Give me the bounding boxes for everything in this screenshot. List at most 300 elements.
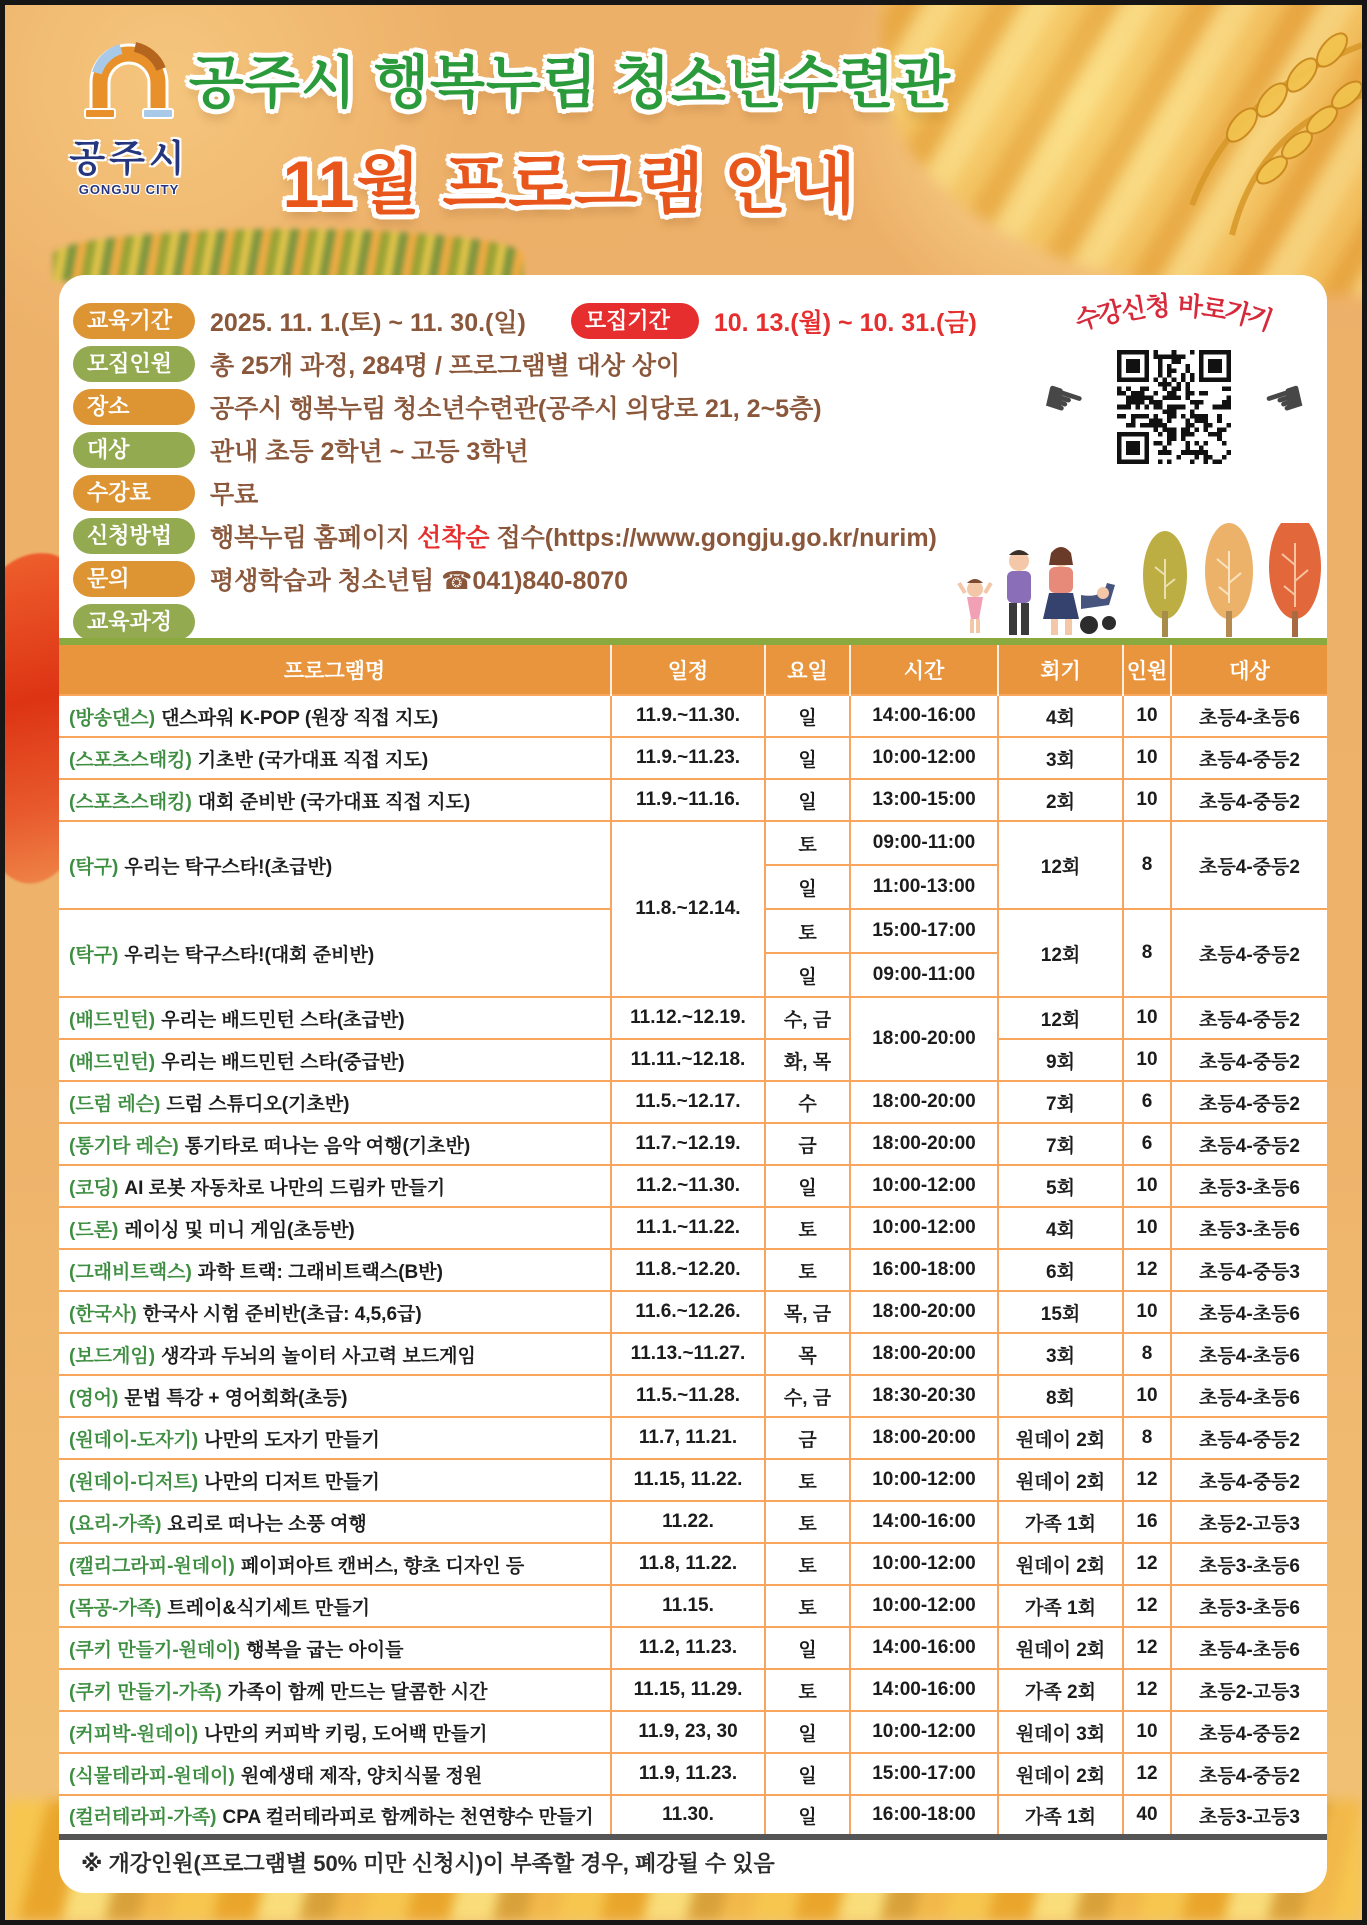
program-name: 통기타로 떠나는 음악 여행(기초반) <box>184 1135 471 1157</box>
cell-time: 15:00-17:00 <box>850 1753 998 1795</box>
table-row <box>59 997 1327 1039</box>
table-row <box>59 1543 1327 1585</box>
cell-num: 10 <box>1123 997 1171 1039</box>
place-value: 공주시 행복누림 청소년수련관(공주시 의당로 21, 2~5층) <box>210 394 822 423</box>
cell-time: 18:00-20:00 <box>850 1333 998 1375</box>
program-category: (원데이-도자기) <box>69 1429 199 1451</box>
cell-date: 11.5.~12.17. <box>611 1081 765 1123</box>
capacity-value: 총 25개 과정, 284명 / 프로그램별 대상 상이 <box>210 351 681 380</box>
cell-num: 10 <box>1123 695 1171 737</box>
cell-count: 가족 2회 <box>998 1669 1123 1711</box>
qr-block <box>1035 285 1313 510</box>
program-name: 우리는 배드민턴 스타(중급반) <box>161 1051 405 1073</box>
cell-program <box>59 1165 611 1207</box>
cell-target: 초등4-중등2 <box>1171 1081 1327 1123</box>
cell-program <box>59 1333 611 1375</box>
first-come-highlight: 선착순 <box>417 523 490 552</box>
cell-count: 원데이 2회 <box>998 1543 1123 1585</box>
cell-count: 원데이 2회 <box>998 1459 1123 1501</box>
program-category: (코딩) <box>69 1177 119 1199</box>
fee-value: 무료 <box>210 480 259 509</box>
col-header-5: 인원 <box>1123 645 1171 695</box>
table-row <box>59 1333 1327 1375</box>
cell-time: 10:00-12:00 <box>850 1207 998 1249</box>
contact-value: 평생학습과 청소년팀 ☎041)840-8070 <box>210 566 629 595</box>
program-category: (배드민턴) <box>69 1051 156 1073</box>
cell-time: 10:00-12:00 <box>850 1165 998 1207</box>
cell-day: 일 <box>765 695 850 737</box>
cell-num: 12 <box>1123 1627 1171 1669</box>
qr-code <box>1108 341 1240 473</box>
col-header-1: 일정 <box>611 645 765 695</box>
program-category: (캘리그라피-원데이) <box>69 1555 235 1577</box>
cell-date: 11.9.~11.30. <box>611 695 765 737</box>
cell-date: 11.6.~12.26. <box>611 1291 765 1333</box>
info-row-edu-period <box>73 299 1143 342</box>
cell-target: 초등4-중등2 <box>1171 821 1327 909</box>
cell-target: 초등4-중등2 <box>1171 1123 1327 1165</box>
cell-date: 11.9, 11.23. <box>611 1753 765 1795</box>
cell-num: 10 <box>1123 1165 1171 1207</box>
cell-count: 7회 <box>998 1123 1123 1165</box>
program-name: 나만의 도자기 만들기 <box>204 1429 380 1451</box>
program-category: (통기타 레슨) <box>69 1135 179 1157</box>
cell-count: 2회 <box>998 779 1123 821</box>
cell-day: 일 <box>765 953 850 997</box>
cell-time: 14:00-16:00 <box>850 1627 998 1669</box>
cell-target: 초등4-초등6 <box>1171 1333 1327 1375</box>
cell-time: 18:30-20:30 <box>850 1375 998 1417</box>
target-value: 관내 초등 2학년 ~ 고등 3학년 <box>210 437 529 466</box>
content-panel <box>59 275 1327 1893</box>
cell-day: 일 <box>765 779 850 821</box>
cell-num: 10 <box>1123 1039 1171 1081</box>
table-row <box>59 1291 1327 1333</box>
cell-count: 5회 <box>998 1165 1123 1207</box>
program-name: 페이퍼아트 캔버스, 향초 디자인 등 <box>240 1555 525 1577</box>
cell-program <box>59 695 611 737</box>
table-row <box>59 1501 1327 1543</box>
program-name: CPA 컬러테라피로 함께하는 천연향수 만들기 <box>222 1806 594 1828</box>
program-name: 대회 준비반 (국가대표 직접 지도) <box>197 791 471 813</box>
cell-num: 12 <box>1123 1669 1171 1711</box>
cell-target: 초등4-초등6 <box>1171 1627 1327 1669</box>
cell-num: 12 <box>1123 1543 1171 1585</box>
table-row <box>59 1585 1327 1627</box>
cell-day: 금 <box>765 1417 850 1459</box>
cell-target: 초등4-중등2 <box>1171 1417 1327 1459</box>
cell-program <box>59 1795 611 1837</box>
cell-date: 11.15. <box>611 1585 765 1627</box>
cell-count: 원데이 3회 <box>998 1711 1123 1753</box>
cell-target: 초등2-고등3 <box>1171 1669 1327 1711</box>
contact-pill: 문의 <box>73 561 195 597</box>
cell-date: 11.15, 11.22. <box>611 1459 765 1501</box>
cell-count: 원데이 2회 <box>998 1753 1123 1795</box>
cell-date: 11.7.~12.19. <box>611 1123 765 1165</box>
cell-target: 초등4-중등2 <box>1171 1039 1327 1081</box>
table-row <box>59 695 1327 737</box>
edu-period-pill: 교육기간 <box>73 303 195 339</box>
cell-day: 토 <box>765 1459 850 1501</box>
cell-date: 11.1.~11.22. <box>611 1207 765 1249</box>
cell-target: 초등3-초등6 <box>1171 1165 1327 1207</box>
cell-num: 8 <box>1123 1417 1171 1459</box>
edu-period-value: 2025. 11. 1.(토) ~ 11. 30.(일) <box>210 308 526 337</box>
cell-time: 10:00-12:00 <box>850 1459 998 1501</box>
cell-count: 12회 <box>998 909 1123 997</box>
program-name: 우리는 배드민턴 스타(초급반) <box>161 1009 405 1031</box>
grass-decoration <box>53 229 523 281</box>
program-category: (드론) <box>69 1219 119 1241</box>
cell-day: 토 <box>765 909 850 953</box>
apply-value: 행복누림 홈페이지 선착순 접수(https://www.gongju.go.kr/nurim) <box>210 523 937 552</box>
cell-date: 11.7, 11.21. <box>611 1417 765 1459</box>
footnote: ※ 개강인원(프로그램별 50% 미만 신청시)이 부족할 경우, 폐강될 수 있음 <box>81 1851 775 1876</box>
cell-date: 11.9.~11.23. <box>611 737 765 779</box>
cell-day: 일 <box>765 1795 850 1837</box>
page-title: 공주시 행복누림 청소년수련관 <box>188 51 952 115</box>
wheat-stalks-illustration <box>942 5 1362 265</box>
target-pill: 대상 <box>73 432 195 468</box>
cell-day: 일 <box>765 737 850 779</box>
program-name: AI 로봇 자동차로 나만의 드림카 만들기 <box>124 1177 446 1199</box>
cell-program <box>59 1753 611 1795</box>
cell-time: 18:00-20:00 <box>850 1081 998 1123</box>
cell-target: 초등4-중등3 <box>1171 1249 1327 1291</box>
program-name: 가족이 함께 만드는 달콤한 시간 <box>227 1681 488 1703</box>
page-subtitle: 11월 프로그램 안내 <box>282 147 858 221</box>
cell-program <box>59 1207 611 1249</box>
cell-num: 6 <box>1123 1123 1171 1165</box>
cell-date: 11.9, 23, 30 <box>611 1711 765 1753</box>
cell-program <box>59 1417 611 1459</box>
cell-day: 토 <box>765 1207 850 1249</box>
cell-target: 초등4-중등2 <box>1171 997 1327 1039</box>
cell-num: 10 <box>1123 1711 1171 1753</box>
cell-num: 12 <box>1123 1753 1171 1795</box>
qr-caption: 수강신청 바로가기 <box>1070 290 1278 337</box>
program-name: 문법 특강 + 영어회화(초등) <box>124 1387 348 1409</box>
cell-day: 수, 금 <box>765 997 850 1039</box>
program-name: 요리로 떠나는 소풍 여행 <box>167 1513 367 1535</box>
cell-time: 14:00-16:00 <box>850 1669 998 1711</box>
program-category: (영어) <box>69 1387 119 1409</box>
cell-count: 12회 <box>998 821 1123 909</box>
table-row <box>59 1459 1327 1501</box>
cell-count: 3회 <box>998 737 1123 779</box>
program-name: 댄스파워 K-POP (원장 직접 지도) <box>161 707 439 729</box>
family-trees-illustration <box>957 523 1329 638</box>
cell-count: 4회 <box>998 695 1123 737</box>
place-pill: 장소 <box>73 389 195 425</box>
cell-date: 11.8.~12.20. <box>611 1249 765 1291</box>
col-header-2: 요일 <box>765 645 850 695</box>
cell-program <box>59 1459 611 1501</box>
table-row <box>59 779 1327 821</box>
program-name: 트레이&식기세트 만들기 <box>167 1597 370 1619</box>
cell-time: 09:00-11:00 <box>850 953 998 997</box>
table-row <box>59 1375 1327 1417</box>
cell-day: 일 <box>765 1165 850 1207</box>
cell-num: 8 <box>1123 821 1171 909</box>
table-row <box>59 1207 1327 1249</box>
cell-count: 9회 <box>998 1039 1123 1081</box>
program-category: (보드게임) <box>69 1345 156 1367</box>
cell-target: 초등4-중등2 <box>1171 779 1327 821</box>
cell-day: 화, 목 <box>765 1039 850 1081</box>
cell-target: 초등3-초등6 <box>1171 1543 1327 1585</box>
program-category: (요리-가족) <box>69 1513 162 1535</box>
cell-num: 10 <box>1123 1291 1171 1333</box>
cell-day: 수, 금 <box>765 1375 850 1417</box>
cell-day: 일 <box>765 1753 850 1795</box>
cell-program <box>59 821 611 909</box>
cell-count: 6회 <box>998 1249 1123 1291</box>
cell-num: 12 <box>1123 1585 1171 1627</box>
cell-time: 14:00-16:00 <box>850 1501 998 1543</box>
cell-time: 09:00-11:00 <box>850 821 998 865</box>
cell-time: 16:00-18:00 <box>850 1795 998 1837</box>
cell-target: 초등3-초등6 <box>1171 1207 1327 1249</box>
cell-count: 8회 <box>998 1375 1123 1417</box>
cell-program <box>59 1249 611 1291</box>
table-row <box>59 1753 1327 1795</box>
cell-target: 초등4-초등6 <box>1171 1291 1327 1333</box>
info-row-target <box>73 428 1143 471</box>
cell-day: 토 <box>765 1669 850 1711</box>
cell-count: 15회 <box>998 1291 1123 1333</box>
program-category: (스포츠스태킹) <box>69 791 192 813</box>
info-row-place <box>73 385 1143 428</box>
cell-time: 10:00-12:00 <box>850 737 998 779</box>
cell-date: 11.5.~11.28. <box>611 1375 765 1417</box>
cell-target: 초등4-중등2 <box>1171 737 1327 779</box>
cell-time: 15:00-17:00 <box>850 909 998 953</box>
cell-target: 초등4-중등2 <box>1171 1459 1327 1501</box>
cell-count: 7회 <box>998 1081 1123 1123</box>
cell-target: 초등4-중등2 <box>1171 1711 1327 1753</box>
curriculum-pill: 교육과정 <box>73 604 195 640</box>
cell-date: 11.22. <box>611 1501 765 1543</box>
recruit-period-pill: 모집기간 <box>571 303 699 339</box>
cell-count: 가족 1회 <box>998 1585 1123 1627</box>
cell-day: 토 <box>765 1501 850 1543</box>
table-row <box>59 1795 1327 1837</box>
table-row <box>59 1081 1327 1123</box>
program-name: 기초반 (국가대표 직접 지도) <box>197 749 429 771</box>
program-name: 우리는 탁구스타!(초급반) <box>124 856 333 878</box>
program-name: 원예생태 제작, 양치식물 정원 <box>240 1765 483 1787</box>
cell-target: 초등4-중등2 <box>1171 909 1327 997</box>
table-row <box>59 737 1327 779</box>
program-name: 행복을 굽는 아이들 <box>246 1639 404 1661</box>
col-header-4: 회기 <box>998 645 1123 695</box>
program-category: (쿠키 만들기-가족) <box>69 1681 222 1703</box>
table-header-row <box>59 645 1327 695</box>
cell-program <box>59 1501 611 1543</box>
apply-pill: 신청방법 <box>73 518 195 554</box>
cell-program <box>59 1123 611 1165</box>
col-header-3: 시간 <box>850 645 998 695</box>
grass-strip <box>59 638 1327 645</box>
cell-num: 6 <box>1123 1081 1171 1123</box>
program-category: (드럼 레슨) <box>69 1093 161 1115</box>
cell-target: 초등2-고등3 <box>1171 1501 1327 1543</box>
cell-program <box>59 1291 611 1333</box>
table-row <box>59 1039 1327 1081</box>
cell-num: 8 <box>1123 909 1171 997</box>
table-row <box>59 1711 1327 1753</box>
cell-time: 13:00-15:00 <box>850 779 998 821</box>
table-row <box>59 821 1327 865</box>
cell-date: 11.8, 11.22. <box>611 1543 765 1585</box>
table-row <box>59 1249 1327 1291</box>
logo-title: 공주시 <box>69 138 189 179</box>
cell-date: 11.12.~12.19. <box>611 997 765 1039</box>
program-category: (스포츠스태킹) <box>69 749 192 771</box>
table-row <box>59 1627 1327 1669</box>
table-row <box>59 1165 1327 1207</box>
cell-program <box>59 1375 611 1417</box>
cell-num: 10 <box>1123 1375 1171 1417</box>
pointing-hand-icon: ☛ <box>1035 368 1092 432</box>
program-category: (그래비트랙스) <box>69 1261 192 1283</box>
cell-time: 10:00-12:00 <box>850 1711 998 1753</box>
cell-day: 토 <box>765 1543 850 1585</box>
cell-program <box>59 1585 611 1627</box>
cell-num: 16 <box>1123 1501 1171 1543</box>
program-table <box>59 645 1327 1840</box>
cell-target: 초등3-초등6 <box>1171 1585 1327 1627</box>
cell-num: 10 <box>1123 1207 1171 1249</box>
program-name: 레이싱 및 미니 게임(초등반) <box>124 1219 355 1241</box>
cell-day: 일 <box>765 1711 850 1753</box>
cell-num: 10 <box>1123 779 1171 821</box>
cell-count: 12회 <box>998 997 1123 1039</box>
cell-day: 토 <box>765 1585 850 1627</box>
cell-target: 초등4-초등6 <box>1171 695 1327 737</box>
cell-program <box>59 779 611 821</box>
program-name: 한국사 시험 준비반(초급: 4,5,6급) <box>142 1303 422 1325</box>
program-category: (한국사) <box>69 1303 137 1325</box>
cell-program <box>59 737 611 779</box>
cell-time: 18:00-20:00 <box>850 1123 998 1165</box>
cell-date: 11.15, 11.29. <box>611 1669 765 1711</box>
cell-date: 11.13.~11.27. <box>611 1333 765 1375</box>
cell-date: 11.8.~12.14. <box>611 821 765 997</box>
table-row <box>59 1417 1327 1459</box>
cell-day: 목 <box>765 1333 850 1375</box>
cell-program <box>59 1543 611 1585</box>
program-table-wrap <box>59 645 1327 1840</box>
title-block <box>145 31 995 226</box>
cell-count: 3회 <box>998 1333 1123 1375</box>
cell-num: 8 <box>1123 1333 1171 1375</box>
logo-subtitle: GONGJU CITY <box>78 182 180 197</box>
program-name: 과학 트랙: 그래비트랙스(B반) <box>197 1261 443 1283</box>
info-row-capacity <box>73 342 1143 385</box>
col-header-6: 대상 <box>1171 645 1327 695</box>
program-name: 생각과 두뇌의 놀이터 사고력 보드게임 <box>161 1345 476 1367</box>
table-row <box>59 1669 1327 1711</box>
cell-num: 12 <box>1123 1459 1171 1501</box>
program-category: (커피박-원데이) <box>69 1723 199 1745</box>
program-category: (목공-가족) <box>69 1597 162 1619</box>
program-category: (탁구) <box>69 856 119 878</box>
cell-date: 11.2.~11.30. <box>611 1165 765 1207</box>
cell-date: 11.2, 11.23. <box>611 1627 765 1669</box>
cell-time: 18:00-20:00 <box>850 1417 998 1459</box>
program-category: (배드민턴) <box>69 1009 156 1031</box>
cell-program <box>59 1669 611 1711</box>
cell-num: 12 <box>1123 1249 1171 1291</box>
cell-day: 토 <box>765 821 850 865</box>
cell-target: 초등4-초등6 <box>1171 1375 1327 1417</box>
cell-count: 가족 1회 <box>998 1795 1123 1837</box>
fee-pill: 수강료 <box>73 475 195 511</box>
cell-date: 11.9.~11.16. <box>611 779 765 821</box>
table-row <box>59 1123 1327 1165</box>
col-header-0: 프로그램명 <box>59 645 611 695</box>
cell-target: 초등4-중등2 <box>1171 1753 1327 1795</box>
cell-program <box>59 997 611 1039</box>
cell-count: 4회 <box>998 1207 1123 1249</box>
program-category: (식물테라피-원데이) <box>69 1765 235 1787</box>
pointing-hand-icon: ☚ <box>1256 368 1313 432</box>
program-category: (쿠키 만들기-원데이) <box>69 1639 241 1661</box>
cell-time: 18:00-20:00 <box>850 997 998 1081</box>
recruit-period-value: 10. 13.(월) ~ 10. 31.(금) <box>713 308 977 337</box>
cell-day: 금 <box>765 1123 850 1165</box>
info-row-fee <box>73 471 1143 514</box>
cell-day: 일 <box>765 865 850 909</box>
cell-count: 원데이 2회 <box>998 1417 1123 1459</box>
cell-time: 10:00-12:00 <box>850 1543 998 1585</box>
cell-day: 수 <box>765 1081 850 1123</box>
program-category: (탁구) <box>69 944 119 966</box>
cell-date: 11.30. <box>611 1795 765 1837</box>
cell-time: 11:00-13:00 <box>850 865 998 909</box>
cell-program <box>59 1627 611 1669</box>
cell-program <box>59 1081 611 1123</box>
cell-program <box>59 1039 611 1081</box>
cell-program <box>59 1711 611 1753</box>
program-name: 우리는 탁구스타!(대회 준비반) <box>124 944 375 966</box>
program-name: 나만의 디저트 만들기 <box>204 1471 380 1493</box>
cell-count: 가족 1회 <box>998 1501 1123 1543</box>
program-category: (컬러테라피-가족) <box>69 1806 217 1828</box>
cell-day: 목, 금 <box>765 1291 850 1333</box>
cell-time: 10:00-12:00 <box>850 1585 998 1627</box>
cell-day: 토 <box>765 1249 850 1291</box>
cell-program <box>59 909 611 997</box>
cell-time: 14:00-16:00 <box>850 695 998 737</box>
cell-time: 18:00-20:00 <box>850 1291 998 1333</box>
cell-date: 11.11.~12.18. <box>611 1039 765 1081</box>
cell-num: 10 <box>1123 737 1171 779</box>
cell-time: 16:00-18:00 <box>850 1249 998 1291</box>
cell-num: 40 <box>1123 1795 1171 1837</box>
program-name: 드럼 스튜디오(기초반) <box>166 1093 350 1115</box>
cell-count: 원데이 2회 <box>998 1627 1123 1669</box>
program-category: (원데이-디저트) <box>69 1471 199 1493</box>
program-category: (방송댄스) <box>69 707 156 729</box>
program-name: 나만의 커피박 키링, 도어백 만들기 <box>204 1723 488 1745</box>
capacity-pill: 모집인원 <box>73 346 195 382</box>
cell-target: 초등3-고등3 <box>1171 1795 1327 1837</box>
cell-day: 일 <box>765 1627 850 1669</box>
